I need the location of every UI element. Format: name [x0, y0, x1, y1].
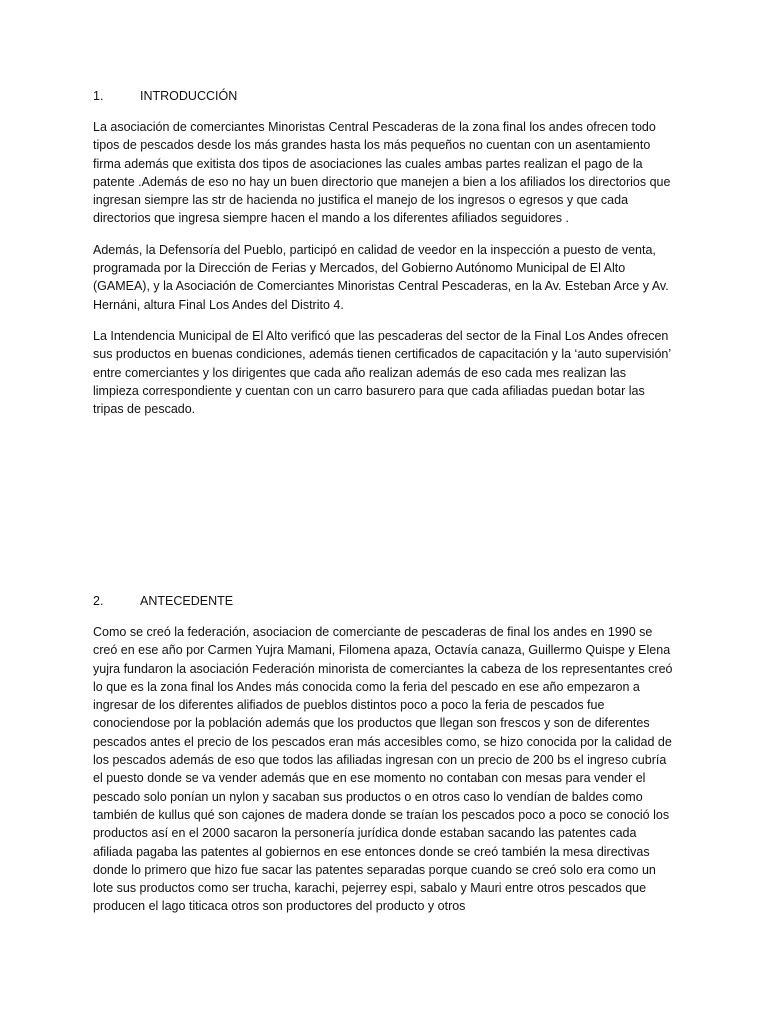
section-antecedente: [93, 593, 675, 929]
paragraph: La Intendencia Municipal de El Alto verificó que las pescaderas del sector de la Final Los Andes ofrecen sus productos en buenas condiciones, además tienen certificados de capacitación y la ‘auto supervisión’ entre comerciantes y los dirigentes que cada año realizan además de eso cada mes realizan las limpieza correspondiente y cuentan con un carro basurero para que cada afiliadas puedan botar las tripas de pescado.: [93, 328, 699, 417]
paragraph: Como se creó la federación, asociacion de comerciante de pescaderas de final los andes en 1990 se creó en ese año por Carmen Yujra Mamani, Filomena apaza, Octavía canaza, Guillermo Quispe y Elena yujra fundaron la asociación Federación minorista de comerciantes la cabeza de los representantes creó lo que es la zona final los Andes más conocida como la feria del pescado en ese año empezaron a ingresar de los diferentes alifiados de pueblos distintos poco a poco la feria de pescados fue conociendose por la población además que los productos que llegan son frescos y son de diferentes pescados antes el precio de los pescados eran más accesibles como, se hizo conocida por la calidad de los pescados además de eso que todos las afiliadas ingresan con un precio de 200 bs el ingreso cubría el puesto donde se va vender además que en ese momento no contaban con mesas para vender el pescado solo ponían un nylon y sacaban sus productos o en otros caso lo vendían de baldes como también de kullus qué son cajones de madera donde se traían los pescados poco a poco se conoció los productos así en el 2000 sacaron la personería jurídica donde estaban sacando las patentes cada afiliada pagaba las patentes al gobiernos en ese entonces donde se creó también la mesa directivas donde lo primero que hizo fue sacar las patentes separadas porque cuando se creó solo era como un lote sus productos como ser trucha, karachi, pejerrey espi, sabalo y Mauri entre otros pescados que producen el lago titicaca otros son productores del producto y otros: [93, 625, 673, 914]
section-introduccion: [93, 88, 699, 431]
section-heading: [93, 593, 675, 609]
section-number: 1.: [93, 89, 104, 103]
paragraph: Además, la Defensoría del Pueblo, participó en calidad de veedor en la inspección a puesto de venta, programada por la Dirección de Ferias y Mercados, del Gobierno Autónomo Municipal de El Alto (GAMEA), y la Asociación de Comerciantes Minoristas Central Pescaderas, en la Av. Esteban Arce y Av. Hernáni, altura Final Los Andes del Distrito 4.: [93, 242, 669, 312]
section-title: ANTECEDENTE: [140, 594, 234, 608]
section-number: 2.: [93, 594, 104, 608]
section-heading: [93, 88, 675, 104]
paragraph: La asociación de comerciantes Minoristas Central Pescaderas de la zona final los andes ofrecen todo tipos de pescados desde los más grandes hasta los más pequeños no cuentan con un asentamiento firma además que exitista dos tipos de asociaciones las cuales ambas partes realizan el pago de la patente .Además de eso no hay un buen directorio que manejen a bien a los afiliados los directorios que ingresan siempre las str de hacienda no justifica el manejo de los ingresos o egresos y que cada directorios que ingresa siempre hacen el mando a los diferentes afiliados seguidores .: [93, 120, 671, 226]
section-title: INTRODUCCIÓN: [140, 89, 238, 103]
